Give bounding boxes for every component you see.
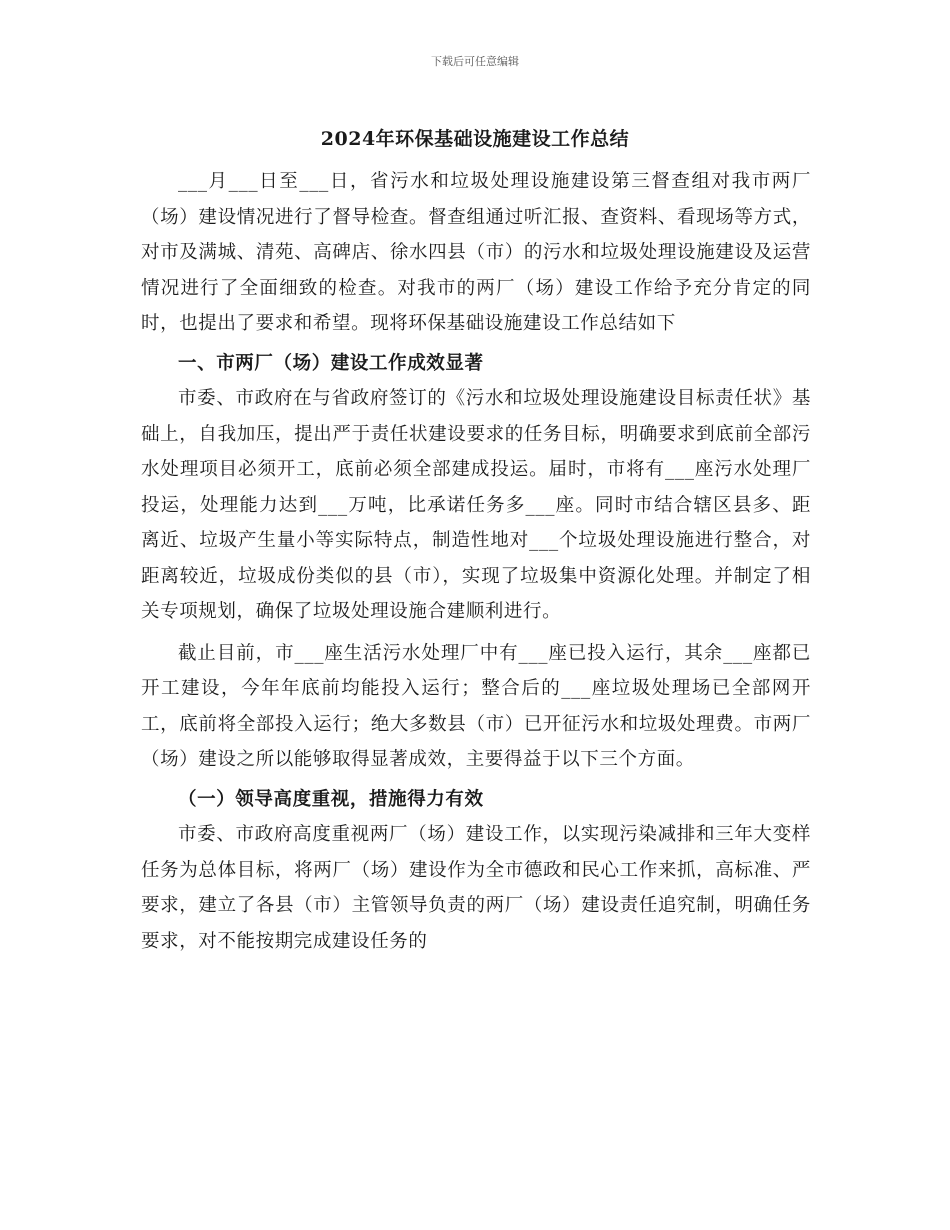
- document-body: [141, 164, 811, 959]
- document-title: 2024年环保基础设施建设工作总结: [320, 128, 630, 150]
- subsection1-paragraph-1: 市委、市政府高度重视两厂（场）建设工作，以实现污染减排和三年大变样任务为总体目标，将两厂（场）建设作为全市德政和民心工作来抓，高标准、严要求，建立了各县（市）主管领导负责的两厂（场）建设责任追究制，明确任务要求，对不能按期完成建设任务的: [141, 824, 811, 952]
- section-heading-1: 一、市两厂（场）建设工作成效显著: [178, 352, 484, 374]
- header-watermark: 下载后可任意编辑: [431, 55, 519, 68]
- intro-paragraph: ___月___日至___日，省污水和垃圾处理设施建设第三督查组对我市两厂（场）建设情况进行了督导检查。督查组通过听汇报、查资料、看现场等方式，对市及满城、清苑、高碑店、徐水四县（市）的污水和垃圾处理设施建设及运营情况进行了全面细致的检查。对我市的两厂（场）建设工作给予充分肯定的同时，也提出了要求和希望。现将环保基础设施建设工作总结如下: [141, 171, 811, 334]
- section1-paragraph-2: 截止目前，市___座生活污水处理厂中有___座已投入运行，其余___座都已开工建设，今年年底前均能投入运行；整合后的___座垃圾处理场已全部网开工，底前将全部投入运行；绝大多数县（市）已开征污水和垃圾处理费。市两厂（场）建设之所以能够取得显著成效，主要得益于以下三个方面。: [141, 642, 811, 770]
- subsection-heading-1: （一）领导高度重视，措施得力有效: [178, 788, 484, 810]
- section1-paragraph-1: 市委、市政府在与省政府签订的《污水和垃圾处理设施建设目标责任状》基础上，自我加压，提出严于责任状建设要求的任务目标，明确要求到底前全部污水处理项目必须开工，底前必须全部建成投运。届时，市将有___座污水处理厂投运，处理能力达到___万吨，比承诺任务多___座。同时市结合辖区县多、距离近、垃圾产生量小等实际特点，制造性地对___个垃圾处理设施进行整合，对距离较近，垃圾成份类似的县（市），实现了垃圾集中资源化处理。并制定了相关专项规划，确保了垃圾处理设施合建顺利进行。: [141, 388, 811, 622]
